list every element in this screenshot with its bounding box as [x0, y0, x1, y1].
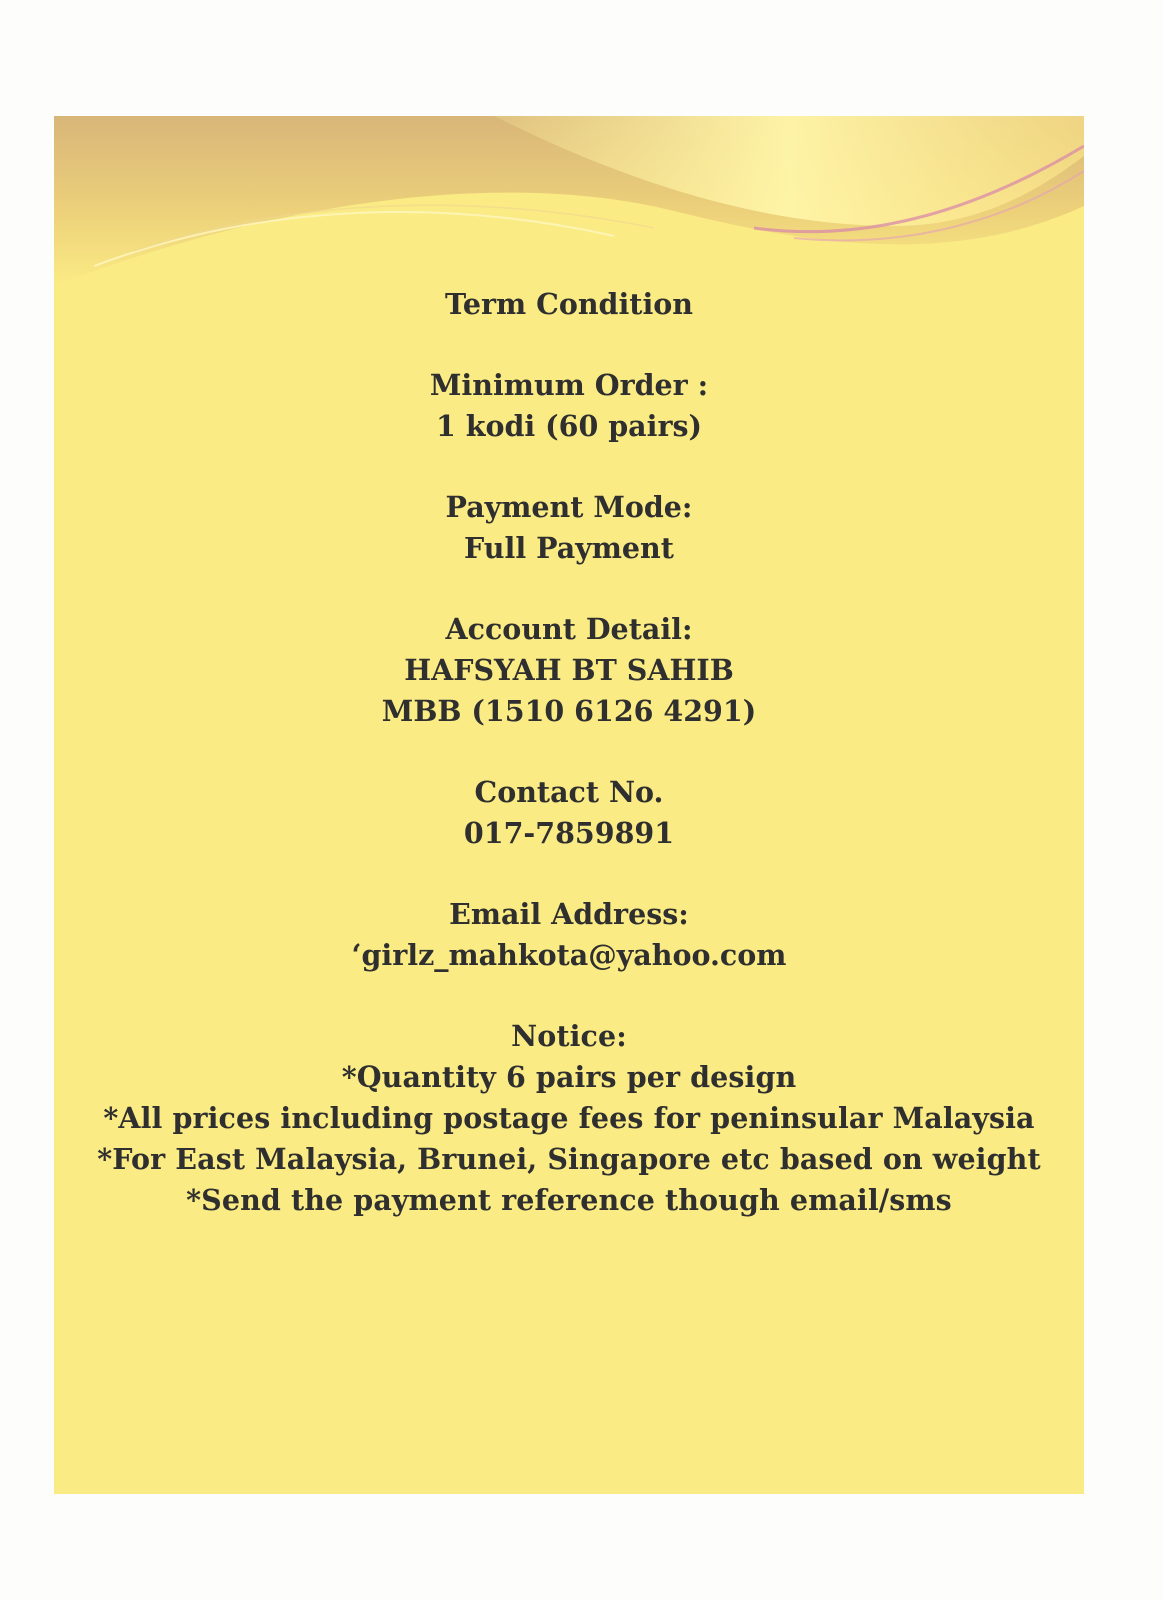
minimum-order-value: 1 kodi (60 pairs) [435, 409, 703, 443]
notice-item: *All prices including postage fees for peninsular Malaysia [103, 1101, 1035, 1135]
notice-label: Notice: [511, 1019, 627, 1053]
email-label: Email Address: [449, 897, 689, 931]
payment-mode-section [54, 487, 1084, 569]
email-section [54, 894, 1084, 976]
contact-label: Contact No. [474, 775, 664, 809]
minimum-order-section [54, 365, 1084, 447]
payment-mode-value: Full Payment [464, 531, 674, 565]
notice-item: *For East Malaysia, Brunei, Singapore etc based on weight [97, 1142, 1041, 1176]
contact-section [54, 772, 1084, 854]
terms-content [54, 284, 1084, 1261]
payment-mode-label: Payment Mode: [445, 490, 693, 524]
email-address: ‘girlz_mahkota@yahoo.com [351, 938, 787, 972]
account-number: MBB (1510 6126 4291) [381, 694, 757, 728]
yellow-flyer [54, 116, 1084, 1494]
title-block [54, 284, 1084, 325]
minimum-order-label: Minimum Order : [429, 368, 709, 402]
document-title: Term Condition [444, 287, 694, 321]
account-detail-label: Account Detail: [445, 612, 693, 646]
notice-item: *Quantity 6 pairs per design [341, 1060, 797, 1094]
account-holder-name: HAFSYAH BT SAHIB [404, 653, 734, 687]
account-detail-section [54, 609, 1084, 732]
notice-section [54, 1016, 1084, 1221]
contact-number: 017-7859891 [463, 816, 675, 850]
notice-item: *Send the payment reference though email/sms [186, 1183, 952, 1217]
